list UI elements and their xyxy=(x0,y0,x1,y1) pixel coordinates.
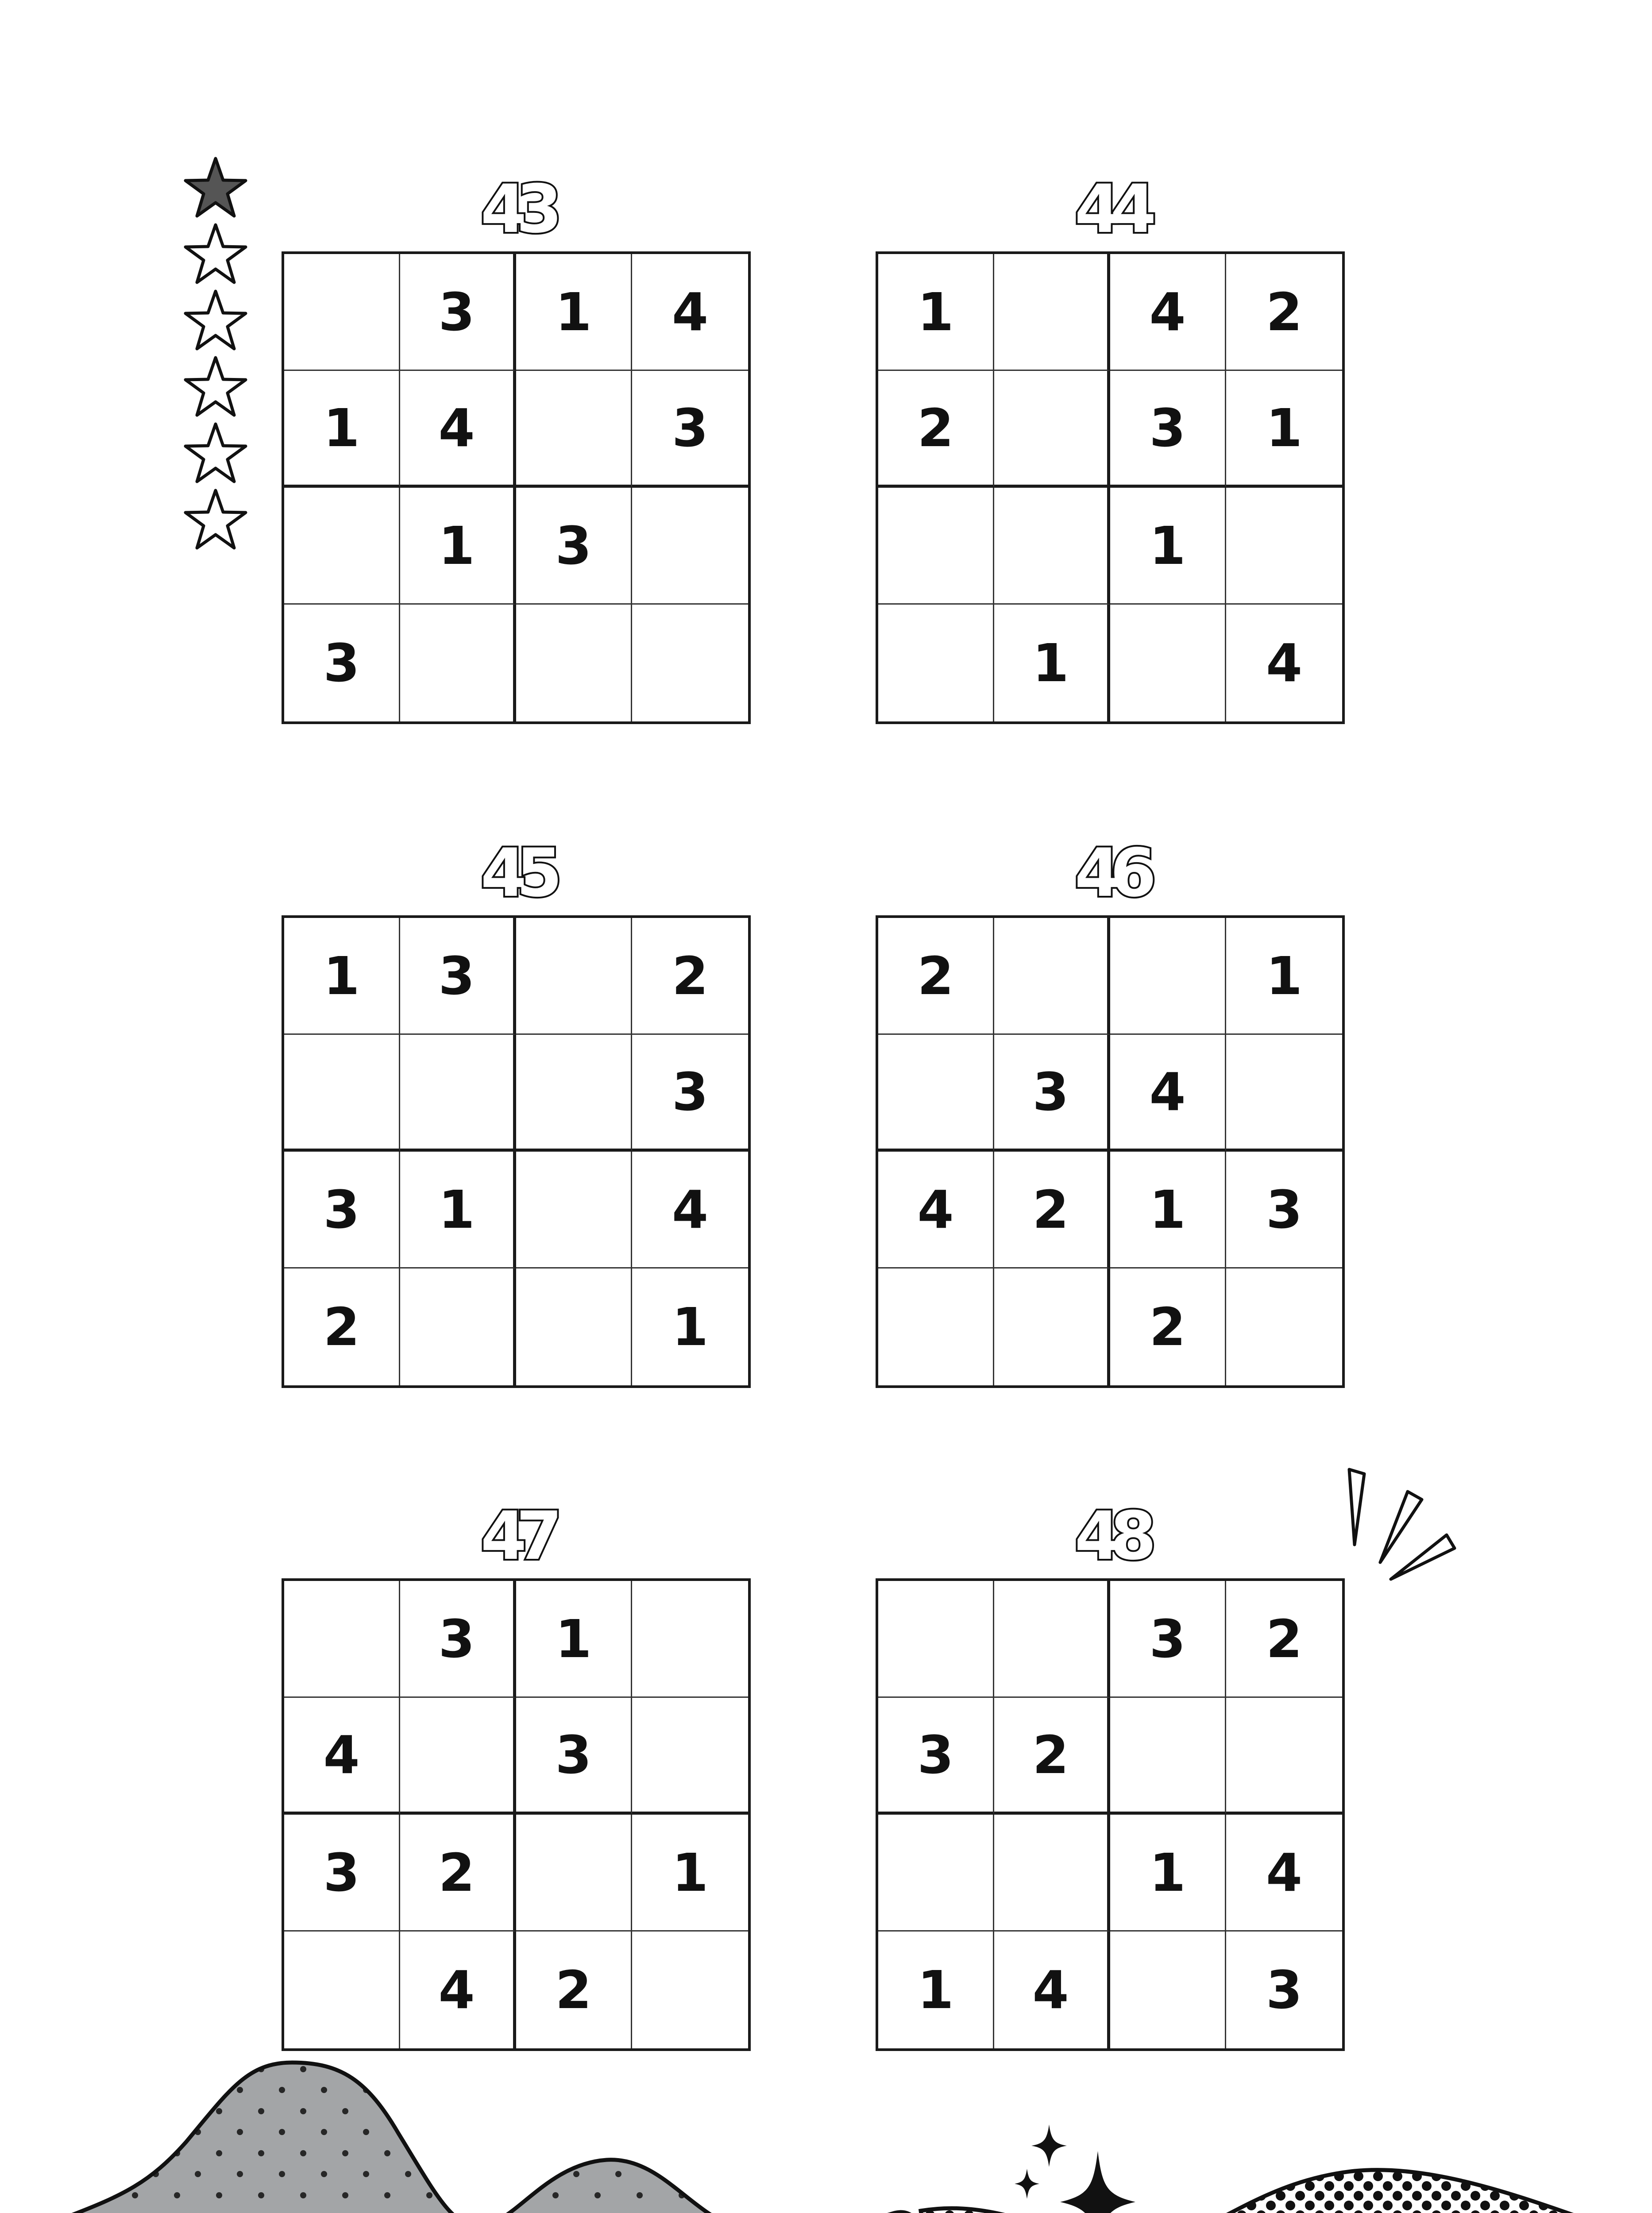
grid-cell: 1 xyxy=(1110,1152,1226,1268)
grid-cell: 1 xyxy=(400,1152,516,1268)
grid-cell: 2 xyxy=(994,1152,1110,1268)
grid-cell: 3 xyxy=(994,1035,1110,1152)
grid-cell: 2 xyxy=(284,1268,400,1385)
grid-cell: 3 xyxy=(284,1152,400,1268)
grid-cell: 3 xyxy=(400,918,516,1035)
grid-cell: 2 xyxy=(1226,254,1342,371)
grid-cell: 4 xyxy=(632,1152,748,1268)
grid-cell: 2 xyxy=(632,918,748,1035)
grid-cell: 3 xyxy=(284,605,400,721)
grid-cell: 4 xyxy=(878,1152,994,1268)
grid-cell: 4 xyxy=(400,371,516,488)
grid-cell: 1 xyxy=(284,371,400,488)
grid-cell: 1 xyxy=(878,254,994,371)
grid-cell: 3 xyxy=(1110,371,1226,488)
grid-cell: 2 xyxy=(878,371,994,488)
grid-cell: 1 xyxy=(516,1581,632,1698)
grid-cell: 2 xyxy=(400,1815,516,1932)
grid-cell: 4 xyxy=(1110,254,1226,371)
grid-cell: 3 xyxy=(1226,1152,1342,1268)
grid-cell: 3 xyxy=(516,1698,632,1815)
grid-cell: 1 xyxy=(1110,1815,1226,1932)
grid-cell: 1 xyxy=(672,1296,709,1357)
grid-cell: 1 xyxy=(1226,918,1342,1035)
grid-cell: 4 xyxy=(284,1698,400,1815)
grid-cell: 3 xyxy=(400,1581,516,1698)
grid-cell: 1 xyxy=(632,1815,748,1932)
grid-cell: 2 xyxy=(516,1932,632,2048)
grid-cell: 4 xyxy=(994,1932,1110,2048)
puzzle-number: 43 xyxy=(480,171,552,248)
grid-cell: 3 xyxy=(284,1815,400,1932)
grid-cell: 3 xyxy=(632,1035,748,1152)
grid-cell: 3 xyxy=(632,371,748,488)
grid-cell: 3 xyxy=(516,488,632,605)
puzzle-number: 46 xyxy=(1074,835,1146,912)
grid-cell: 4 xyxy=(632,254,748,371)
grid-cell: 1 xyxy=(516,254,632,371)
puzzle-number: 47 xyxy=(480,1498,552,1575)
grid-cell: 3 xyxy=(1110,1581,1226,1698)
puzzle-number: 44 xyxy=(1074,171,1146,248)
puzzle-number: 48 xyxy=(1074,1498,1146,1575)
grid-cell: 1 xyxy=(1110,488,1226,605)
grid-cell: 4 xyxy=(400,1932,516,2048)
grid-cell: 3 xyxy=(1266,1959,1303,2020)
grid-cell: 4 xyxy=(1110,1035,1226,1152)
grid-cell: 3 xyxy=(878,1698,994,1815)
grid-cell: 4 xyxy=(1266,632,1303,694)
grid-cell: 1 xyxy=(994,605,1110,721)
grid-cell: 1 xyxy=(400,488,516,605)
burst-lines-icon xyxy=(1349,1469,1455,1579)
grid-cell: 2 xyxy=(1110,1268,1226,1385)
grid-cell: 2 xyxy=(1226,1581,1342,1698)
sparkle-icon xyxy=(1015,2124,1135,2213)
grid-cell: 3 xyxy=(400,254,516,371)
grid-cell: 1 xyxy=(1226,371,1342,488)
grid-cell: 2 xyxy=(878,918,994,1035)
grid-cell: 1 xyxy=(878,1932,994,2048)
grid-cell: 1 xyxy=(284,918,400,1035)
grid-cell: 2 xyxy=(994,1698,1110,1815)
grid-cell: 4 xyxy=(1226,1815,1342,1932)
puzzle-number: 45 xyxy=(480,835,552,912)
